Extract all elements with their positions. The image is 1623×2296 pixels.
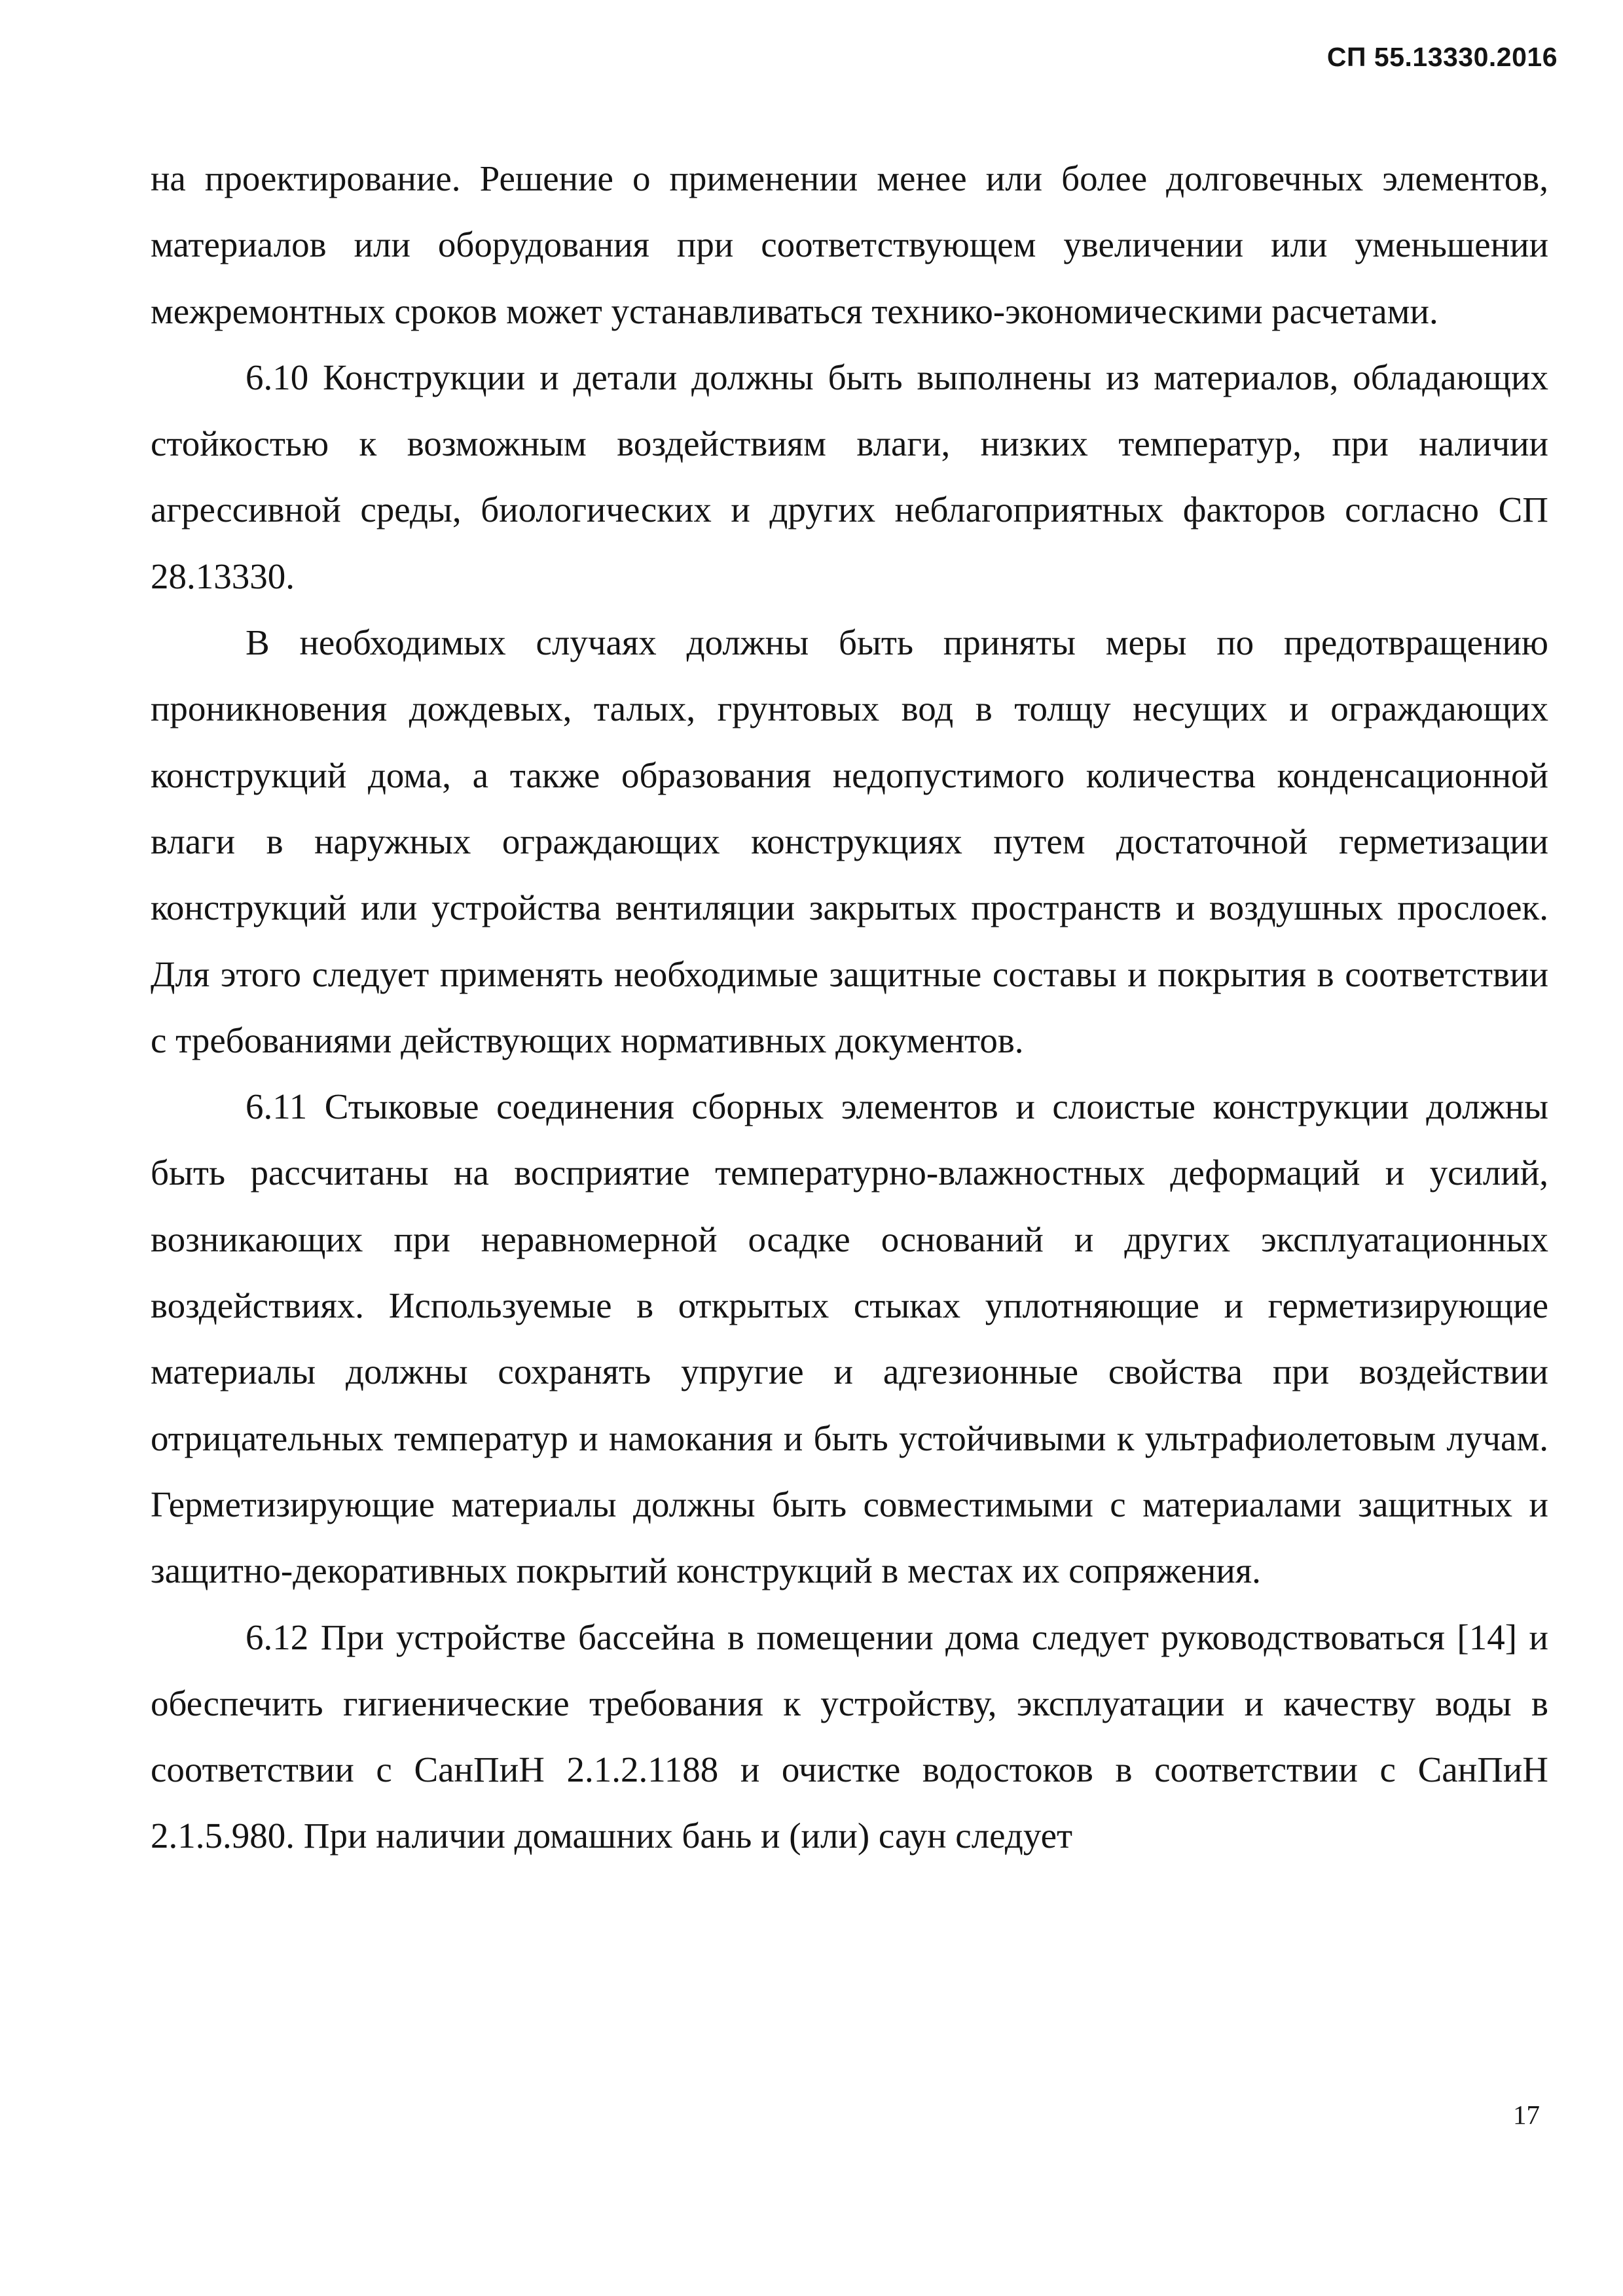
document-body: [151, 145, 1548, 1869]
paragraph-6-10-moisture-measures: В необходимых случаях должны быть приняты меры по предотвращению проникновения дождевых, талых, грунтовых вод в толщу несущих и ограждающих конструкций дома, а также образования недопустимого количества конденсационной влаги в наружных ограждающих конструкциях путем достаточной герметизации конструкций или устройства вентиляции закрытых пространств и воздушных прослоек. Для этого следует применять необходимые защитные составы и покрытия в соответствии с требованиями действующих нормативных документов.: [151, 622, 1548, 1060]
paragraph-continuation: на проектирование. Решение о применении менее или более долговечных элементов, материалов или оборудования при соответствующем увеличении или уменьшении межремонтных сроков может устанавливаться технико-экономическими расчетами.: [151, 158, 1548, 331]
paragraph-6-10: 6.10 Конструкции и детали должны быть выполнены из материалов, обладающих стойкостью к возможным воздействиям влаги, низких температур, при наличии агрессивной среды, биологических и других неблагоприятных факторов согласно СП 28.13330.: [151, 357, 1548, 596]
paragraph-6-11: 6.11 Стыковые соединения сборных элементов и слоистые конструкции должны быть рассчитаны на восприятие температурно-влажностных деформаций и усилий, возникающих при неравномерной осадке оснований и других эксплуатационных воздействиях. Используемые в открытых стыках уплотняющие и герметизирующие материалы должны сохранять упругие и адгезионные свойства при воздействии отрицательных температур и намокания и быть устойчивыми к ультрафиолетовым лучам. Герметизирующие материалы должны быть совместимыми с материалами защитных и защитно-декоративных покрытий конструкций в местах их сопряжения.: [151, 1086, 1548, 1591]
document-code-header: СП 55.13330.2016: [1326, 42, 1558, 72]
paragraph-6-12: 6.12 При устройстве бассейна в помещении дома следует руководствоваться [14] и обеспечить гигиенические требования к устройству, эксплуатации и качеству воды в соответствии с СанПиН 2.1.2.1188 и очистке водостоков в соответствии с СанПиН 2.1.5.980. При наличии домашних бань и (или) саун следует: [151, 1617, 1548, 1856]
page-number: 17: [1513, 2100, 1540, 2130]
